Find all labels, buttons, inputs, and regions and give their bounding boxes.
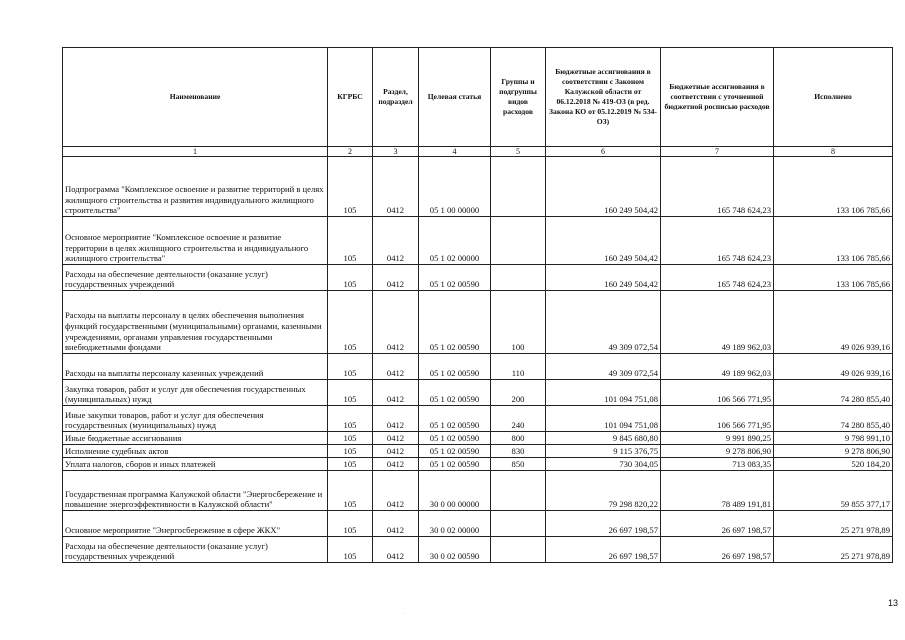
row-executed: 74 280 855,40: [774, 380, 893, 406]
row-group: [491, 265, 546, 291]
row-name: Государственная программа Калужской области "Энергосбережение и повышение энергоэффективности в Калужской области": [63, 471, 328, 511]
row-target: 05 1 02 00000: [419, 217, 491, 265]
row-law-allocation: 79 298 820,22: [546, 471, 661, 511]
row-kgrbs: 105: [328, 445, 373, 458]
row-target: 30 0 02 00000: [419, 511, 491, 537]
row-law-allocation: 26 697 198,57: [546, 511, 661, 537]
row-group: [491, 157, 546, 217]
table-row: [63, 380, 893, 406]
row-executed: 59 855 377,17: [774, 471, 893, 511]
row-name: Иные закупки товаров, работ и услуг для обеспечения государственных (муниципальных) нужд: [63, 406, 328, 432]
row-kgrbs: 105: [328, 511, 373, 537]
row-target: 05 1 02 00590: [419, 406, 491, 432]
row-name: Уплата налогов, сборов и иных платежей: [63, 458, 328, 471]
row-target: 05 1 02 00590: [419, 380, 491, 406]
row-target: 05 1 02 00590: [419, 458, 491, 471]
header-refined-allocations: Бюджетные ассигнования в соответствии с уточненной бюджетной росписью расходов: [661, 48, 774, 147]
row-group: 850: [491, 458, 546, 471]
row-section: 0412: [373, 291, 419, 354]
header-law-allocations: Бюджетные ассигнования в соответствии с Законом Калужской области от 06.12.2018 № 419-ОЗ (в ред. Закона КО от 05.12.2019 № 534-ОЗ): [546, 48, 661, 147]
table-row: [63, 406, 893, 432]
row-name: Основное мероприятие "Энергосбережение в сфере ЖКХ": [63, 511, 328, 537]
row-executed: 25 271 978,89: [774, 537, 893, 563]
row-law-allocation: 9 115 376,75: [546, 445, 661, 458]
column-number: 5: [491, 147, 546, 157]
row-kgrbs: 105: [328, 471, 373, 511]
row-section: 0412: [373, 458, 419, 471]
row-target: 30 0 00 00000: [419, 471, 491, 511]
row-section: 0412: [373, 406, 419, 432]
row-group: 830: [491, 445, 546, 458]
row-law-allocation: 730 304,05: [546, 458, 661, 471]
header-name: Наименование: [63, 48, 328, 147]
row-law-allocation: 49 309 072,54: [546, 354, 661, 380]
row-target: 05 1 02 00590: [419, 432, 491, 445]
column-number: 4: [419, 147, 491, 157]
table-row: [63, 432, 893, 445]
row-kgrbs: 105: [328, 537, 373, 563]
header-section: Раздел, подраздел: [373, 48, 419, 147]
row-group: 110: [491, 354, 546, 380]
column-number: 1: [63, 147, 328, 157]
header-row: [63, 48, 893, 147]
row-refined-allocation: 165 748 624,23: [661, 157, 774, 217]
row-name: Закупка товаров, работ и услуг для обеспечения государственных (муниципальных) нужд: [63, 380, 328, 406]
header-target: Целевая статья: [419, 48, 491, 147]
row-executed: 133 106 785,66: [774, 157, 893, 217]
header-groups: Группы и подгруппы видов расходов: [491, 48, 546, 147]
row-group: 240: [491, 406, 546, 432]
scan-artifact: ·: [402, 611, 404, 617]
row-law-allocation: 26 697 198,57: [546, 537, 661, 563]
row-group: [491, 217, 546, 265]
row-target: 05 1 02 00590: [419, 265, 491, 291]
row-executed: 25 271 978,89: [774, 511, 893, 537]
column-number: 6: [546, 147, 661, 157]
row-law-allocation: 101 094 751,08: [546, 380, 661, 406]
row-group: [491, 511, 546, 537]
column-number: 3: [373, 147, 419, 157]
row-refined-allocation: 713 083,35: [661, 458, 774, 471]
table-row: [63, 291, 893, 354]
table-row: [63, 265, 893, 291]
row-name: Расходы на обеспечение деятельности (оказание услуг) государственных учреждений: [63, 537, 328, 563]
row-refined-allocation: 26 697 198,57: [661, 511, 774, 537]
table-row: [63, 157, 893, 217]
row-target: 05 1 02 00590: [419, 291, 491, 354]
row-refined-allocation: 9 991 890,25: [661, 432, 774, 445]
table-row: [63, 217, 893, 265]
row-kgrbs: 105: [328, 265, 373, 291]
column-number: 7: [661, 147, 774, 157]
row-section: 0412: [373, 217, 419, 265]
row-section: 0412: [373, 354, 419, 380]
column-number: 8: [774, 147, 893, 157]
table-row: [63, 511, 893, 537]
row-name: Расходы на выплаты персоналу в целях обеспечения выполнения функций государственными (муниципальными) органами, казенными учреждениями, органами управления государственными внебюджетными фондами: [63, 291, 328, 354]
row-group: 200: [491, 380, 546, 406]
row-name: Подпрограмма "Комплексное освоение и развитие территорий в целях жилищного строительства и развития индивидуального жилищного строительства": [63, 157, 328, 217]
row-refined-allocation: 106 566 771,95: [661, 406, 774, 432]
row-executed: 9 278 806,90: [774, 445, 893, 458]
row-section: 0412: [373, 380, 419, 406]
table-row: [63, 537, 893, 563]
row-refined-allocation: 106 566 771,95: [661, 380, 774, 406]
row-group: [491, 471, 546, 511]
row-law-allocation: 160 249 504,42: [546, 157, 661, 217]
column-number: 2: [328, 147, 373, 157]
row-refined-allocation: 9 278 806,90: [661, 445, 774, 458]
row-refined-allocation: 49 189 962,03: [661, 354, 774, 380]
row-target: 30 0 02 00590: [419, 537, 491, 563]
row-kgrbs: 105: [328, 380, 373, 406]
row-name: Иные бюджетные ассигнования: [63, 432, 328, 445]
row-group: [491, 537, 546, 563]
row-law-allocation: 49 309 072,54: [546, 291, 661, 354]
row-section: 0412: [373, 157, 419, 217]
table-row: [63, 354, 893, 380]
row-name: Основное мероприятие "Комплексное освоение и развитие территории в целях жилищного строительства и индивидуального жилищного строительства": [63, 217, 328, 265]
row-kgrbs: 105: [328, 458, 373, 471]
row-section: 0412: [373, 471, 419, 511]
row-refined-allocation: 26 697 198,57: [661, 537, 774, 563]
row-refined-allocation: 165 748 624,23: [661, 265, 774, 291]
header-kgrbs: КГРБС: [328, 48, 373, 147]
row-kgrbs: 105: [328, 406, 373, 432]
row-section: 0412: [373, 445, 419, 458]
row-refined-allocation: 49 189 962,03: [661, 291, 774, 354]
row-executed: 133 106 785,66: [774, 217, 893, 265]
row-name: Исполнение судебных актов: [63, 445, 328, 458]
row-name: Расходы на выплаты персоналу казенных учреждений: [63, 354, 328, 380]
row-executed: 133 106 785,66: [774, 265, 893, 291]
row-section: 0412: [373, 265, 419, 291]
row-name: Расходы на обеспечение деятельности (оказание услуг) государственных учреждений: [63, 265, 328, 291]
table-row: [63, 445, 893, 458]
row-executed: 520 184,20: [774, 458, 893, 471]
row-law-allocation: 160 249 504,42: [546, 265, 661, 291]
column-number-row: [63, 147, 893, 157]
row-refined-allocation: 78 489 191,81: [661, 471, 774, 511]
row-kgrbs: 105: [328, 432, 373, 445]
row-group: 800: [491, 432, 546, 445]
row-executed: 9 798 991,10: [774, 432, 893, 445]
row-law-allocation: 9 845 680,80: [546, 432, 661, 445]
row-group: 100: [491, 291, 546, 354]
row-section: 0412: [373, 511, 419, 537]
row-executed: 49 026 939,16: [774, 354, 893, 380]
row-executed: 74 280 855,40: [774, 406, 893, 432]
row-section: 0412: [373, 537, 419, 563]
header-executed: Исполнено: [774, 48, 893, 147]
row-kgrbs: 105: [328, 157, 373, 217]
row-law-allocation: 160 249 504,42: [546, 217, 661, 265]
row-kgrbs: 105: [328, 291, 373, 354]
row-target: 05 1 02 00590: [419, 445, 491, 458]
row-executed: 49 026 939,16: [774, 291, 893, 354]
row-target: 05 1 02 00590: [419, 354, 491, 380]
row-kgrbs: 105: [328, 354, 373, 380]
table-row: [63, 471, 893, 511]
row-target: 05 1 00 00000: [419, 157, 491, 217]
budget-table: [62, 47, 893, 563]
table-row: [63, 458, 893, 471]
row-law-allocation: 101 094 751,08: [546, 406, 661, 432]
row-section: 0412: [373, 432, 419, 445]
page-number: 13: [888, 598, 899, 608]
row-refined-allocation: 165 748 624,23: [661, 217, 774, 265]
row-kgrbs: 105: [328, 217, 373, 265]
